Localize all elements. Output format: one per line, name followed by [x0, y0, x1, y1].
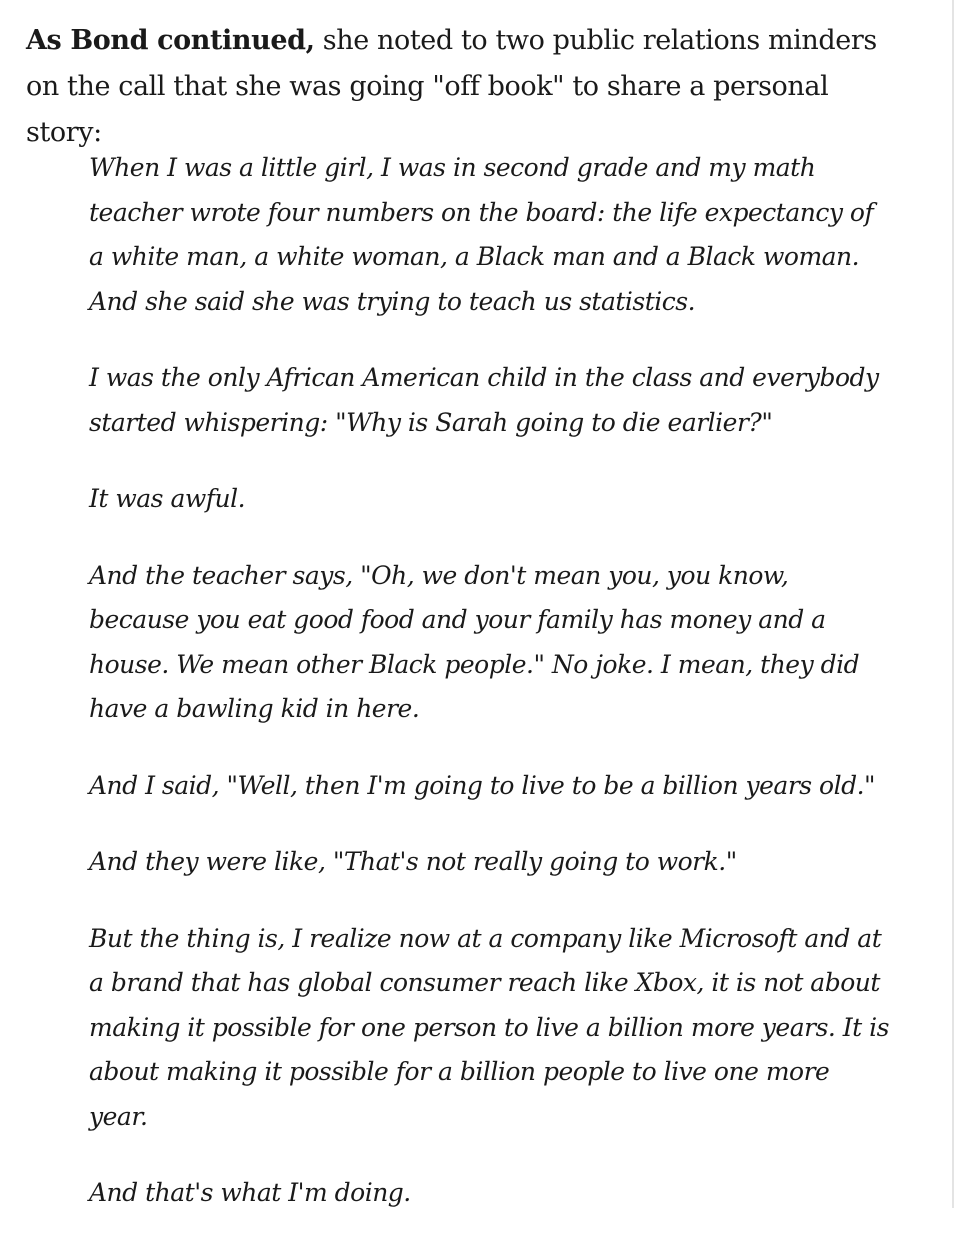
article-body: [26, 18, 906, 1207]
quote-paragraph: It was awful.: [89, 484, 246, 513]
intro-paragraph: [26, 18, 906, 156]
quote-paragraph: And they were like, "That's not really going to work.": [89, 847, 737, 876]
quote-paragraph: And the teacher says, "Oh, we don't mean you, you know, because you eat good food and your family has money and a house. We mean other Black people." No joke. I mean, they did have a bawling kid in here.: [89, 560, 860, 723]
intro-lead-text: she noted to two public relations minders on the call that she was going "off book" to share a personal story:: [26, 25, 877, 148]
intro-lead-bold: As Bond continued,: [26, 25, 315, 56]
quote-paragraph: But the thing is, I realize now at a company like Microsoft and at a brand that has global consumer reach like Xbox, it is not about making it possible for one person to live a billion more years. It is about making it possible for a billion people to live one more year.: [89, 923, 889, 1131]
quote-paragraph: I was the only African American child in the class and everybody started whispering: "Why is Sarah going to die earlier?": [89, 363, 879, 437]
quote-paragraph: And that's what I'm doing.: [89, 1178, 411, 1207]
quote-paragraph: When I was a little girl, I was in second grade and my math teacher wrote four numbers on the board: the life expectancy of a white man, a white woman, a Black man and a Black woman. And she said she was trying to teach us statistics.: [89, 153, 874, 316]
block-quote: [89, 146, 889, 1248]
quote-paragraph: And I said, "Well, then I'm going to live to be a billion years old.": [89, 770, 876, 800]
